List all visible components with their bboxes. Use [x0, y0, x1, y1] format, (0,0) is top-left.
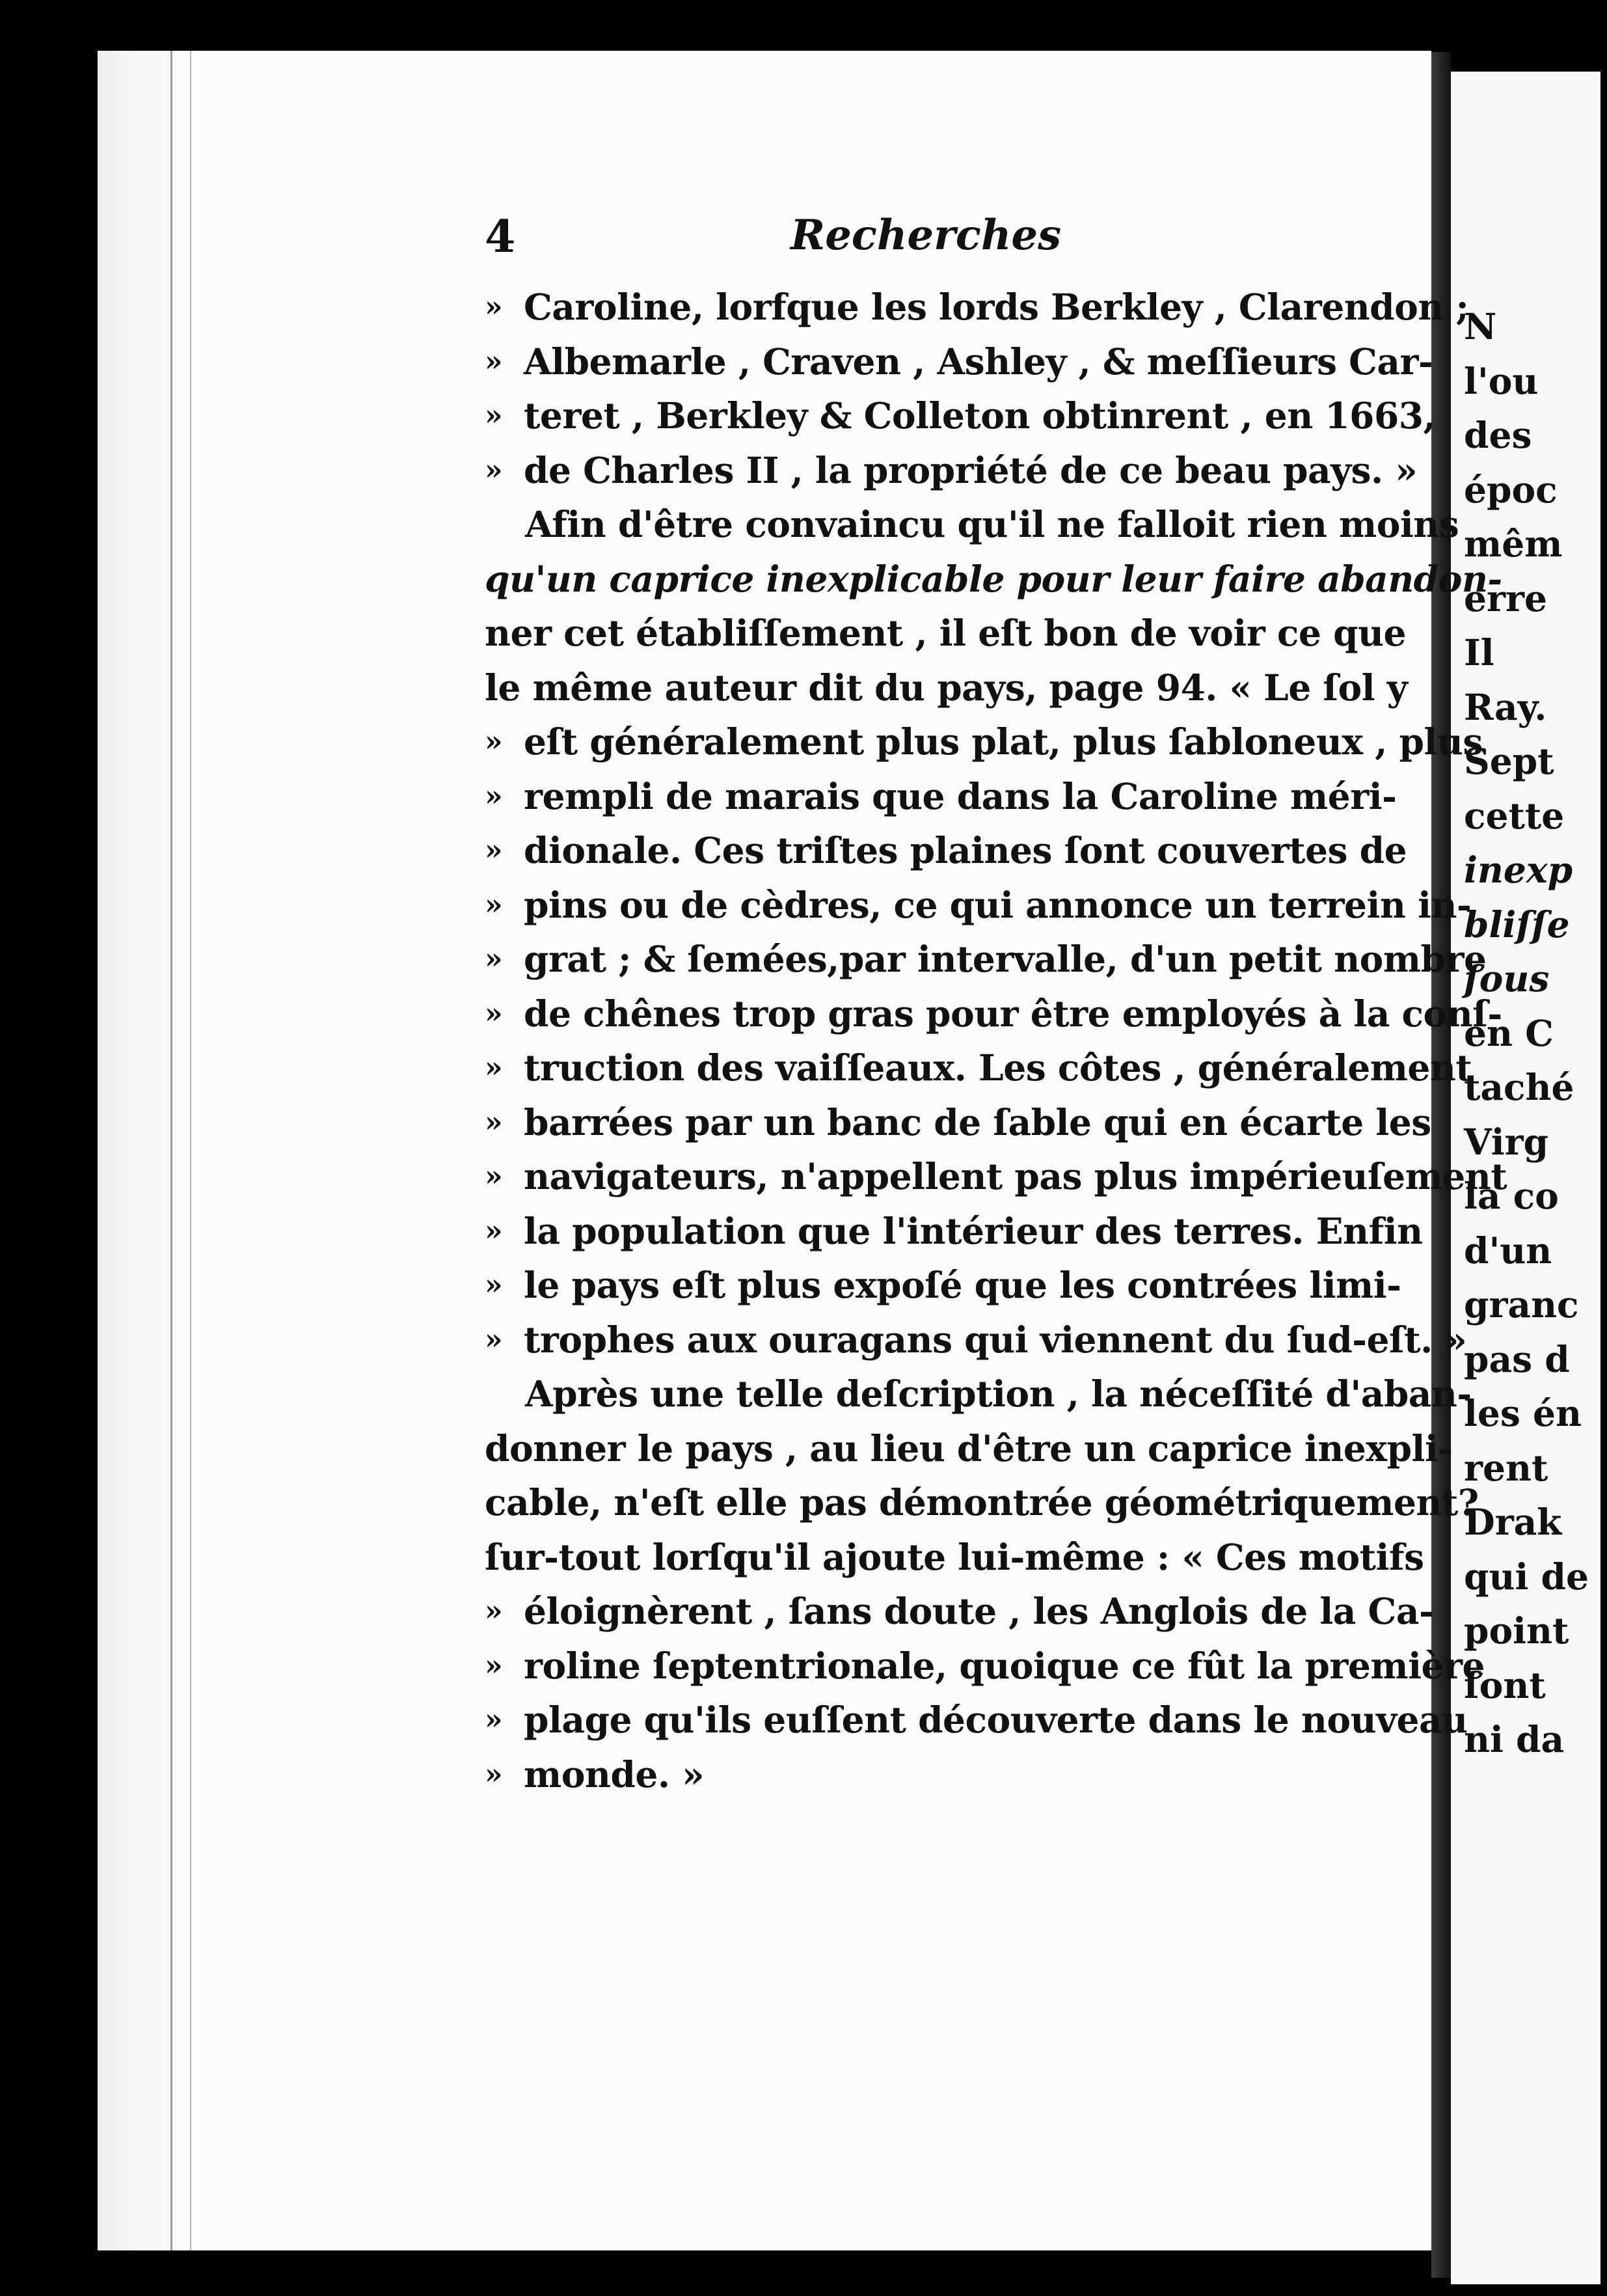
quote-mark: »	[485, 834, 502, 867]
line-text: teret , Berkley & Colleton obtinrent , en 1663,	[524, 394, 1436, 437]
right-page-fragment: N	[1464, 305, 1497, 348]
right-page-fragment: point	[1464, 1609, 1569, 1652]
text-line	[485, 1095, 1431, 1150]
right-page-text	[1464, 299, 1607, 1767]
quote-mark: »	[485, 779, 502, 813]
text-line	[485, 661, 1408, 715]
binding-shadow	[98, 51, 195, 2250]
text-line	[485, 280, 1469, 335]
right-page-fragment: Virg	[1464, 1120, 1549, 1163]
quote-mark: »	[485, 1105, 502, 1139]
right-page-fragment: époc	[1464, 468, 1558, 511]
text-line	[485, 1693, 1468, 1747]
text-line	[485, 1747, 1363, 1802]
line-text: donner le pays , au lieu d'être un caprice inexpli-	[485, 1427, 1453, 1469]
line-text: plage qu'ils euſſent découverte dans le nouveau	[524, 1699, 1468, 1741]
quote-mark: »	[485, 290, 502, 323]
text-line	[485, 1367, 1472, 1421]
line-text: de Charles II , la propriété de ce beau pays. »	[524, 448, 1418, 491]
line-text: de chênes trop gras pour être employés à la conſ-	[524, 992, 1502, 1035]
text-line	[485, 769, 1397, 824]
running-head: Recherches	[790, 211, 1062, 260]
text-line	[485, 606, 1407, 661]
text-line	[485, 552, 1502, 607]
quote-mark: »	[485, 888, 502, 922]
right-page-fragment: ni da	[1464, 1718, 1565, 1760]
right-page-fragment: erre	[1464, 577, 1547, 620]
right-page-fragment: en C	[1464, 1011, 1554, 1054]
quote-mark: »	[485, 1268, 502, 1302]
line-text: eſt généralement plus plat, plus ſabloneux , plus	[524, 720, 1483, 763]
quote-mark: »	[485, 399, 502, 432]
quote-mark: »	[485, 1757, 502, 1791]
quote-mark: »	[485, 1322, 502, 1356]
text-line	[485, 1041, 1472, 1095]
line-text: monde. »	[524, 1753, 704, 1796]
text-line	[485, 1530, 1424, 1585]
line-text: Caroline, lorfque les lords Berkley , Clarendon ;	[524, 286, 1469, 328]
line-text: cable, n'eſt elle pas démontrée géométriquement?	[485, 1481, 1479, 1524]
line-text: ſur-tout lorſqu'il ajoute lui-même : « Ces motifs	[485, 1535, 1424, 1578]
quote-mark: »	[485, 1594, 502, 1628]
text-line	[485, 987, 1502, 1041]
line-text: le même auteur dit du pays, page 94. « Le ſol y	[485, 666, 1408, 709]
line-text: truction des vaiſſeaux. Les côtes , généralement	[524, 1046, 1472, 1089]
right-page-fragment: Drak	[1464, 1501, 1562, 1543]
line-text: dionale. Ces triſtes plaines ſont couvertes de	[524, 829, 1407, 871]
right-page-fragment: la co	[1464, 1175, 1559, 1217]
text-line	[485, 1475, 1479, 1530]
right-page-fragment: bliſſe	[1464, 903, 1570, 946]
quote-mark: »	[485, 1703, 502, 1736]
text-line	[485, 932, 1487, 987]
quote-mark: »	[485, 453, 502, 487]
quote-mark: »	[485, 1214, 502, 1248]
right-page-fragment: Sept	[1464, 740, 1554, 782]
line-text: Albemarle , Craven , Ashley , & meſſieurs Car-	[524, 340, 1433, 383]
right-page-fragment: l'ou	[1464, 359, 1539, 402]
page-header	[485, 208, 1363, 280]
right-page-fragment: des	[1464, 414, 1532, 456]
text-line	[485, 335, 1433, 389]
quote-mark: »	[485, 344, 502, 378]
page-edge-line	[170, 51, 172, 2250]
right-page-fragment: d'un	[1464, 1229, 1552, 1272]
right-page-fragment: les én	[1464, 1392, 1582, 1434]
right-page-fragment: taché	[1464, 1066, 1574, 1108]
line-text: ner cet établiſſement , il eſt bon de voir ce que	[485, 612, 1407, 654]
right-page-fragment: Ray.	[1464, 685, 1547, 728]
right-page-fragment: mêm	[1464, 523, 1563, 565]
quote-mark: »	[485, 1051, 502, 1084]
right-page-fragment: cette	[1464, 794, 1565, 837]
line-text: qu'un caprice inexplicable pour leur faire abandon-	[485, 557, 1502, 600]
page-number: 4	[485, 211, 516, 263]
text-line	[485, 497, 1459, 552]
line-text: grat ; & ſemées,par intervalle, d'un petit nombre	[524, 938, 1487, 980]
right-page-fragment: granc	[1464, 1283, 1579, 1326]
right-page-fragment: Il	[1464, 631, 1494, 674]
text-line	[485, 1204, 1423, 1259]
right-page-fragment: inexp	[1464, 849, 1573, 891]
text-line	[485, 1149, 1507, 1204]
line-text: barrées par un banc de ſable qui en écarte les	[524, 1100, 1431, 1143]
text-line	[485, 878, 1472, 933]
text-line	[485, 443, 1418, 498]
right-page-fragment: pas d	[1464, 1337, 1570, 1380]
line-text: éloignèrent , ſans doute , les Anglois de la Ca-	[524, 1590, 1434, 1632]
text-line	[485, 823, 1407, 878]
quote-mark: »	[485, 1160, 502, 1193]
quote-mark: »	[485, 996, 502, 1030]
text-line	[485, 389, 1436, 443]
text-line	[485, 715, 1483, 769]
text-line	[485, 1421, 1453, 1476]
line-text: roline ſeptentrionale, quoique ce fût la première	[524, 1644, 1485, 1687]
right-page-fragment: qui de	[1464, 1555, 1589, 1598]
text-line	[485, 1584, 1434, 1639]
line-text: Après une telle deſcription , la néceſſité d'aban-	[525, 1373, 1472, 1415]
line-text: la population que l'intérieur des terres. Enfin	[524, 1209, 1423, 1252]
page-edge-line	[190, 51, 191, 2250]
right-page-fragment: ſous	[1464, 957, 1550, 1000]
text-line	[485, 1258, 1401, 1313]
line-text: navigateurs, n'appellent pas plus impérieuſement	[524, 1155, 1507, 1197]
right-page-fragment: ſont	[1464, 1663, 1546, 1706]
quote-mark: »	[485, 725, 502, 758]
line-text: Afin d'être convaincu qu'il ne falloit rien moins	[525, 503, 1459, 545]
right-page-fragment: rent	[1464, 1446, 1548, 1489]
line-text: trophes aux ouragans qui viennent du ſud-eſt. »	[524, 1318, 1467, 1361]
line-text: pins ou de cèdres, ce qui annonce un terrein in-	[524, 883, 1472, 926]
quote-mark: »	[485, 942, 502, 976]
line-text: rempli de marais que dans la Caroline méri-	[524, 774, 1397, 817]
text-line	[485, 1313, 1467, 1367]
quote-mark: »	[485, 1648, 502, 1682]
text-line	[485, 1639, 1485, 1693]
line-text: le pays eſt plus expoſé que les contrées limi-	[524, 1264, 1401, 1306]
